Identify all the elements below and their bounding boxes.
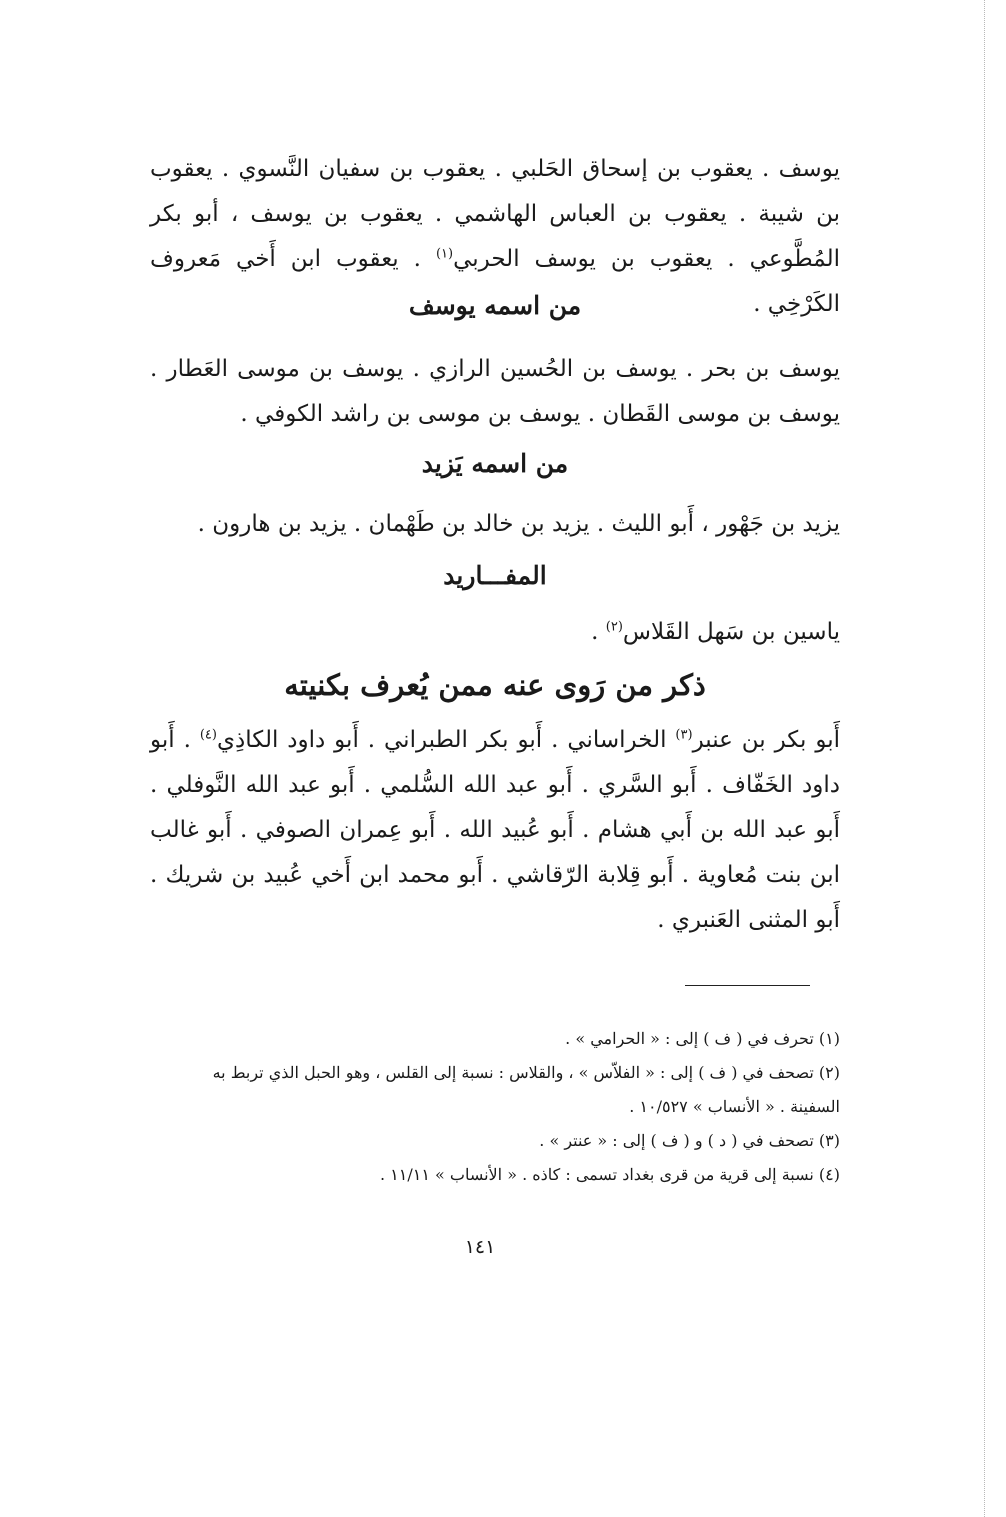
footnote-marker-4: (٤) — [199, 727, 217, 743]
footnotes — [150, 1022, 840, 1192]
page-edge-line — [984, 0, 985, 1517]
footnote-2: (٢) تصحف في ( ف ) إلى : « الفلاّس » ، والقلاس : نسبة إلى القلس ، وهو الحبل الذي تربط به — [212, 1063, 840, 1082]
yusuf-heading: من اسمه يوسف — [408, 291, 582, 320]
footnote-separator — [685, 985, 810, 986]
footnote-4: (٤) نسبة إلى قرية من قرى بغداد تسمى : كاذه . « الأنساب » ١١/١١ . — [379, 1165, 840, 1184]
kunya-paragraph — [150, 718, 840, 943]
footnote-2-continued: السفينة . « الأنساب » ١٠/٥٢٧ . — [629, 1097, 840, 1116]
mafarid-heading: المفـــاريد — [443, 561, 547, 590]
yaqub-text: يوسف . يعقوب بن إسحاق الحَلبي . يعقوب بن سفيان النَّسوي . يعقوب بن شيبة . يعقوب بن العباس الهاشمي . يعقوب بن يوسف ، أبو بكر المُطَّوعي . يعقوب بن يوسف الحربي — [150, 156, 840, 272]
yazid-paragraph: يزيد بن جَهْور ، أَبو الليث . يزيد بن خالد بن طَهْمان . يزيد بن هارون . — [197, 511, 840, 537]
footnote-1: (١) تحرف في ( ف ) إلى : « الحرامي » . — [565, 1029, 840, 1048]
kunya-text-3: . أَبو داود الخَفّاف . أَبو السَّري . أَبو عبد الله السُّلمي . أَبو عبد الله النَّوفلي . أَبو عبد الله بن أَبي هشام . أَبو عُبيد الله . أَبو عِمران الصوفي . أَبو غالب ابن بنت مُعاوية . أَبو قِلابة الرّقاشي . أَبو محمد ابن أَخي عُبيد بن شريك . أَبو المثنى العَنبري . — [150, 727, 840, 933]
kunya-text-2: الخراساني . أَبو بكر الطبراني . أَبو داود الكاذِي — [216, 727, 676, 753]
mafarid-text: ياسين بن سَهل القَلاس — [622, 619, 840, 645]
mafarid-tail: . — [591, 619, 606, 645]
page-number: ١٤١ — [464, 1236, 496, 1258]
yaqub-tail-text: . يعقوب ابن أَخي مَعروف الكَرْخِي . — [150, 246, 840, 317]
mafarid-paragraph — [150, 610, 840, 655]
yusuf-paragraph: يوسف بن بحر . يوسف بن الحُسين الرازي . يوسف بن موسى العَطار . يوسف بن موسى القَطان . يوسف بن موسى بن راشد الكوفي . — [150, 356, 840, 427]
yazid-heading: من اسمه يَزيد — [421, 449, 569, 478]
footnote-marker-1: (١) — [435, 246, 454, 262]
footnote-marker-3: (٣) — [675, 727, 693, 743]
kunya-heading: ذكر من رَوى عنه ممن يُعرف بكنيته — [284, 668, 706, 702]
kunya-text-1: أَبو بكر بن عنبر — [692, 727, 841, 753]
footnote-3: (٣) تصحف في ( د ) و ( ف ) إلى : « عنتر » . — [539, 1131, 840, 1150]
footnote-marker-2: (٢) — [605, 619, 623, 635]
